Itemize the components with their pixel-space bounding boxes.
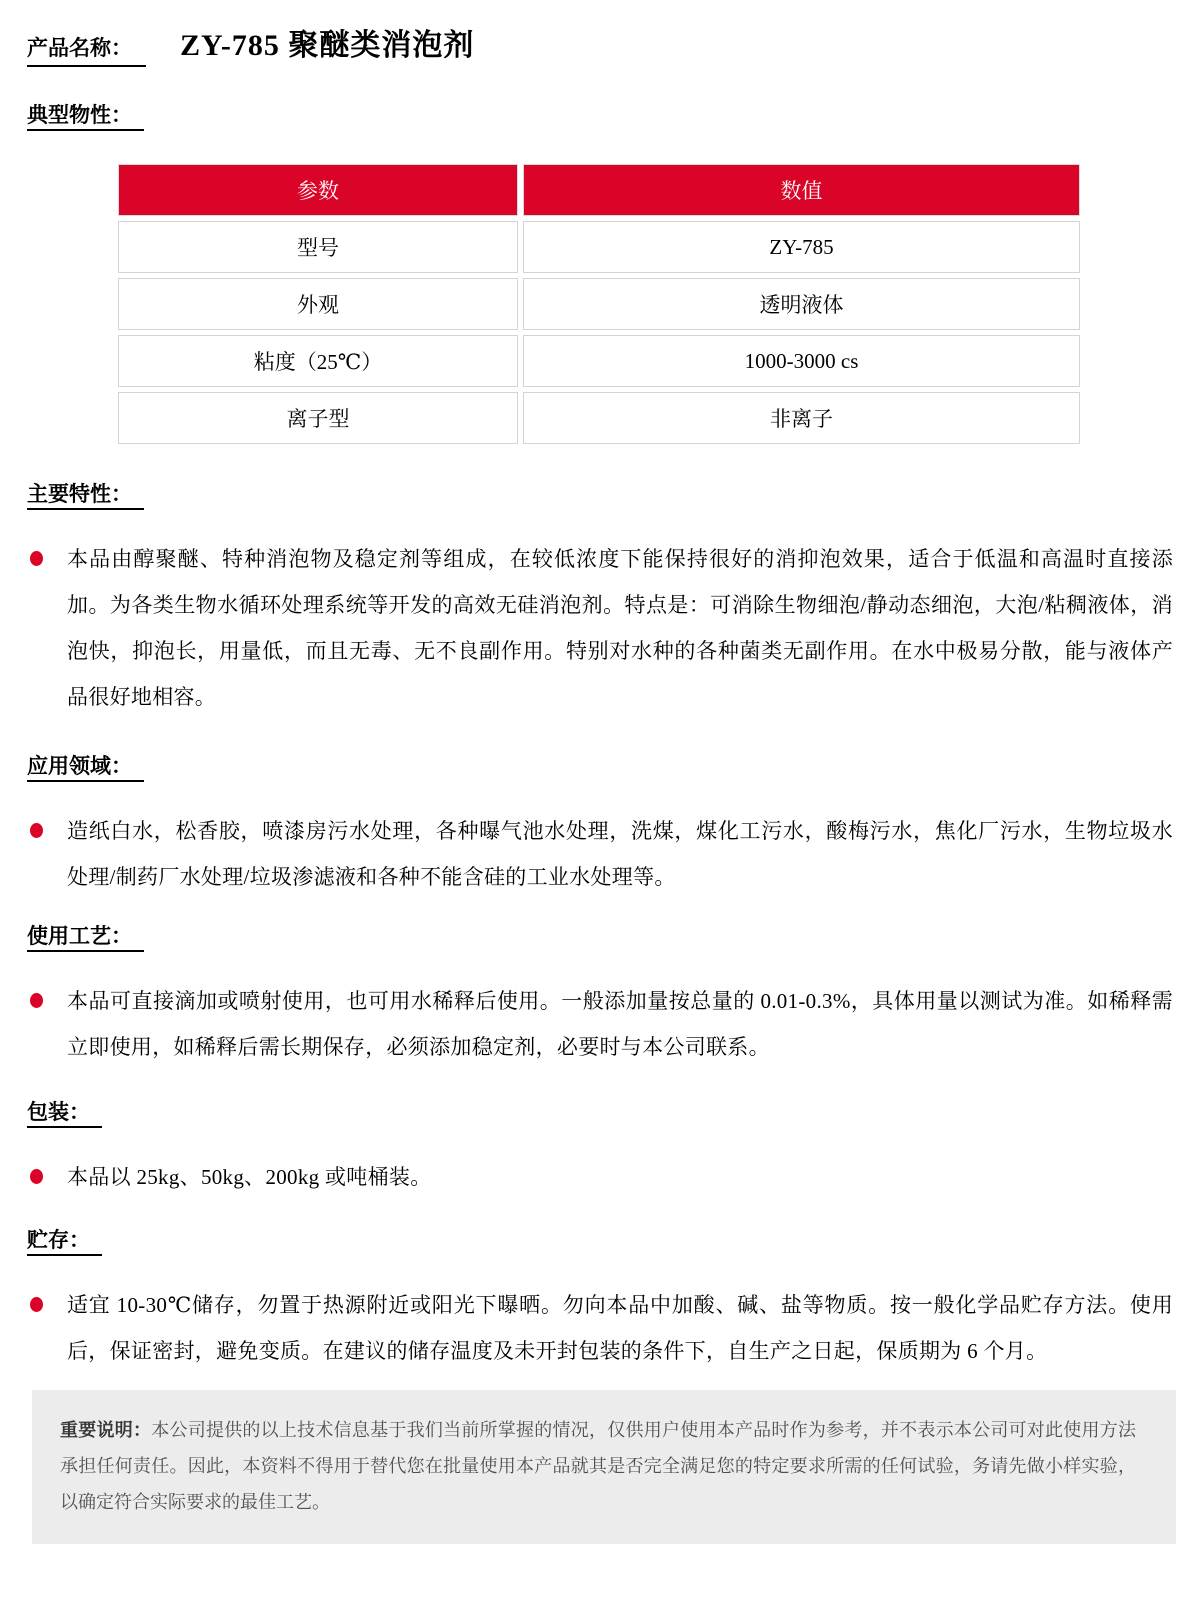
section-heading-packaging: 包装： — [27, 1102, 102, 1128]
value-cell: ZY-785 — [523, 221, 1080, 273]
features-list — [30, 536, 1173, 720]
important-note-box — [32, 1390, 1176, 1544]
product-name-row — [27, 20, 1173, 62]
bullet-icon — [30, 1169, 43, 1184]
table-row — [118, 278, 1080, 330]
section-heading-features: 主要特性： — [27, 484, 144, 510]
bullet-icon — [30, 993, 43, 1008]
section-heading-process-block — [27, 926, 1173, 952]
section-heading-packaging-block — [27, 1102, 1173, 1128]
bullet-text: 本品可直接滴加或喷射使用，也可用水稀释后使用。一般添加量按总量的 0.01-0.3%，具体用量以测试为准。如稀释需立即使用，如稀释后需长期保存，必须添加稳定剂，必要时与本公司联系。 — [67, 989, 1173, 1059]
param-header-cell: 参数 — [118, 164, 518, 216]
bullet-icon — [30, 823, 43, 838]
table-row — [118, 335, 1080, 387]
section-heading-process: 使用工艺： — [27, 926, 144, 952]
param-cell: 型号 — [118, 221, 518, 273]
properties-table — [113, 159, 1085, 449]
storage-list — [30, 1282, 1173, 1374]
param-cell: 离子型 — [118, 392, 518, 444]
applications-list — [30, 808, 1173, 900]
section-heading-applications: 应用领域： — [27, 756, 144, 782]
bullet-text: 造纸白水，松香胶，喷漆房污水处理，各种曝气池水处理，洗煤，煤化工污水，酸梅污水，焦化厂污水，生物垃圾水处理/制药厂水处理/垃圾渗滤液和各种不能含硅的工业水处理等。 — [67, 819, 1173, 889]
list-item — [30, 978, 1173, 1070]
table-header-row — [118, 164, 1080, 216]
important-note-label: 重要说明： — [60, 1420, 152, 1440]
value-header-cell: 数值 — [523, 164, 1080, 216]
value-cell: 透明液体 — [523, 278, 1080, 330]
packaging-list — [30, 1154, 1173, 1200]
list-item — [30, 1154, 1173, 1200]
table-row — [118, 392, 1080, 444]
datasheet-page — [0, 20, 1200, 1605]
process-list — [30, 978, 1173, 1070]
section-heading-features-block — [27, 484, 1173, 510]
bullet-text: 本品由醇聚醚、特种消泡物及稳定剂等组成，在较低浓度下能保持很好的消抑泡效果，适合于低温和高温时直接添加。为各类生物水循环处理系统等开发的高效无硅消泡剂。特点是：可消除生物细泡/静动态细泡，大泡/粘稠液体，消泡快，抑泡长，用量低，而且无毒、无不良副作用。特别对水种的各种菌类无副作用。在水中极易分散，能与液体产品很好地相容。 — [67, 547, 1173, 709]
section-heading-properties-block — [27, 105, 1173, 131]
section-heading-properties: 典型物性： — [27, 105, 144, 131]
value-cell: 非离子 — [523, 392, 1080, 444]
value-cell: 1000-3000 cs — [523, 335, 1080, 387]
bullet-text: 适宜 10-30℃储存，勿置于热源附近或阳光下曝晒。勿向本品中加酸、碱、盐等物质。按一般化学品贮存方法。使用后，保证密封，避免变质。在建议的储存温度及未开封包装的条件下，自生产之日起，保质期为 6 个月。 — [67, 1293, 1173, 1363]
product-name-label: 产品名称： — [27, 32, 146, 67]
table-row — [118, 221, 1080, 273]
important-note-body: 本公司提供的以上技术信息基于我们当前所掌握的情况，仅供用户使用本产品时作为参考，并不表示本公司可对此使用方法承担任何责任。因此，本资料不得用于替代您在批量使用本产品就其是否完全满足您的特定要求所需的任何试验，务请先做小样实验，以确定符合实际要求的最佳工艺。 — [60, 1420, 1137, 1512]
section-heading-storage: 贮存： — [27, 1230, 102, 1256]
list-item — [30, 808, 1173, 900]
param-cell: 外观 — [118, 278, 518, 330]
param-cell: 粘度（25℃） — [118, 335, 518, 387]
important-note-text — [60, 1412, 1136, 1520]
section-heading-storage-block — [27, 1230, 1173, 1256]
bullet-icon — [30, 551, 43, 566]
section-heading-applications-block — [27, 756, 1173, 782]
bullet-icon — [30, 1297, 43, 1312]
list-item — [30, 1282, 1173, 1374]
bullet-text: 本品以 25kg、50kg、200kg 或吨桶装。 — [67, 1165, 432, 1189]
page-title: ZY-785 聚醚类消泡剂 — [180, 29, 475, 62]
list-item — [30, 536, 1173, 720]
